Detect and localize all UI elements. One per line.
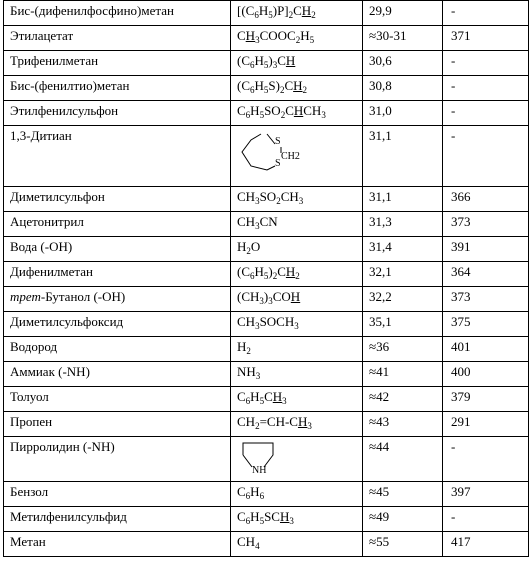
compound-formula: $C_6H_5CH_3$ [231, 387, 363, 412]
compound-name: Трифенилметан [4, 51, 231, 76]
table-row [4, 262, 529, 287]
pka-value: ≈42 [363, 387, 443, 412]
table-row [4, 51, 529, 76]
energy-value: - [443, 1, 529, 26]
compound-formula: $C_6H_5SCH_3$ [231, 507, 363, 532]
svg-text:NH: NH [252, 465, 267, 476]
pyrrolidine-structure [237, 439, 287, 475]
compound-name: 1,3-Дитиан [4, 126, 231, 187]
energy-value: 291 [443, 412, 529, 437]
energy-value: - [443, 101, 529, 126]
table-row [4, 362, 529, 387]
acidity-table [3, 0, 529, 557]
pka-value: 31,4 [363, 237, 443, 262]
table-row [4, 287, 529, 312]
pka-value: 29,9 [363, 1, 443, 26]
pka-value: ≈55 [363, 532, 443, 557]
table-row [4, 1, 529, 26]
energy-value: 373 [443, 212, 529, 237]
energy-value: 373 [443, 287, 529, 312]
energy-value: - [443, 507, 529, 532]
compound-formula [231, 126, 363, 187]
energy-value: 375 [443, 312, 529, 337]
dithiane-structure [237, 128, 300, 174]
table-row [4, 507, 529, 532]
pka-value: 30,6 [363, 51, 443, 76]
compound-formula: $CH_4$ [231, 532, 363, 557]
compound-formula: $CH_2=CH-CH_3$ [231, 412, 363, 437]
compound-name: Толуол [4, 387, 231, 412]
pka-value: 30,8 [363, 76, 443, 101]
table-row [4, 312, 529, 337]
compound-name: Водород [4, 337, 231, 362]
pka-value: ≈36 [363, 337, 443, 362]
table-row [4, 482, 529, 507]
compound-formula: $C_6H_5SO_2CHCH_3$ [231, 101, 363, 126]
compound-formula: $H_2O$ [231, 237, 363, 262]
pka-value: 35,1 [363, 312, 443, 337]
energy-value: - [443, 437, 529, 482]
compound-formula: $(C_6H_5)_2CH_2$ [231, 262, 363, 287]
compound-name: Пирролидин (-NH) [4, 437, 231, 482]
table-row [4, 187, 529, 212]
compound-name: Диметилсульфон [4, 187, 231, 212]
pka-value: 31,3 [363, 212, 443, 237]
svg-text:CH2: CH2 [281, 151, 300, 162]
compound-name: Бис-(фенилтио)метан [4, 76, 231, 101]
table-row [4, 237, 529, 262]
compound-formula: $(C_6H_5)_3CH$ [231, 51, 363, 76]
compound-formula: $CH_3COOC_2H_5$ [231, 26, 363, 51]
energy-value: 364 [443, 262, 529, 287]
table-row [4, 532, 529, 557]
pka-value: 31,1 [363, 187, 443, 212]
energy-value: - [443, 126, 529, 187]
compound-name: Метан [4, 532, 231, 557]
compound-formula: $(C_6H_5S)_2CH_2$ [231, 76, 363, 101]
pka-value: ≈41 [363, 362, 443, 387]
energy-value: 401 [443, 337, 529, 362]
pka-value: 31,1 [363, 126, 443, 187]
compound-name: Этилацетат [4, 26, 231, 51]
pka-value: 32,2 [363, 287, 443, 312]
compound-name: Пропен [4, 412, 231, 437]
compound-formula [231, 437, 363, 482]
compound-formula: $[(C_6H_5)P]_2CH_2$ [231, 1, 363, 26]
pka-value: ≈45 [363, 482, 443, 507]
pka-value: ≈44 [363, 437, 443, 482]
energy-value: 397 [443, 482, 529, 507]
pka-value: ≈49 [363, 507, 443, 532]
table-row [4, 101, 529, 126]
compound-formula: $NH_3$ [231, 362, 363, 387]
compound-name: Метилфенилсульфид [4, 507, 231, 532]
energy-value: - [443, 76, 529, 101]
compound-name: Этилфенилсульфон [4, 101, 231, 126]
compound-name: Диметилсульфоксид [4, 312, 231, 337]
compound-name: Бензол [4, 482, 231, 507]
table-row [4, 387, 529, 412]
compound-name: Дифенилметан [4, 262, 231, 287]
energy-value: 391 [443, 237, 529, 262]
table-body [4, 1, 529, 557]
compound-name: Вода (-OH) [4, 237, 231, 262]
energy-value: 366 [443, 187, 529, 212]
pka-value: 31,0 [363, 101, 443, 126]
compound-formula: $(CH_3)_3COH$ [231, 287, 363, 312]
energy-value: 371 [443, 26, 529, 51]
compound-formula: $H_2$ [231, 337, 363, 362]
table-row [4, 337, 529, 362]
energy-value: 379 [443, 387, 529, 412]
energy-value: - [443, 51, 529, 76]
table-row [4, 437, 529, 482]
pka-value: 32,1 [363, 262, 443, 287]
table-row [4, 76, 529, 101]
energy-value: 417 [443, 532, 529, 557]
compound-formula: $C_6H_6$ [231, 482, 363, 507]
compound-name: Ацетонитрил [4, 212, 231, 237]
compound-name: Аммиак (-NH) [4, 362, 231, 387]
table-row [4, 212, 529, 237]
compound-name: трет-Бутанол (-OH) [4, 287, 231, 312]
compound-formula: $CH_3CN$ [231, 212, 363, 237]
table-row [4, 412, 529, 437]
compound-formula: $CH_3SO_2CH_3$ [231, 187, 363, 212]
svg-text:S: S [275, 136, 281, 147]
energy-value: 400 [443, 362, 529, 387]
compound-formula: $CH_3SOCH_3$ [231, 312, 363, 337]
table-row [4, 26, 529, 51]
compound-name: Бис-(дифенилфосфино)метан [4, 1, 231, 26]
pka-value: ≈30-31 [363, 26, 443, 51]
pka-value: ≈43 [363, 412, 443, 437]
table-row [4, 126, 529, 187]
svg-text:S: S [275, 158, 281, 169]
